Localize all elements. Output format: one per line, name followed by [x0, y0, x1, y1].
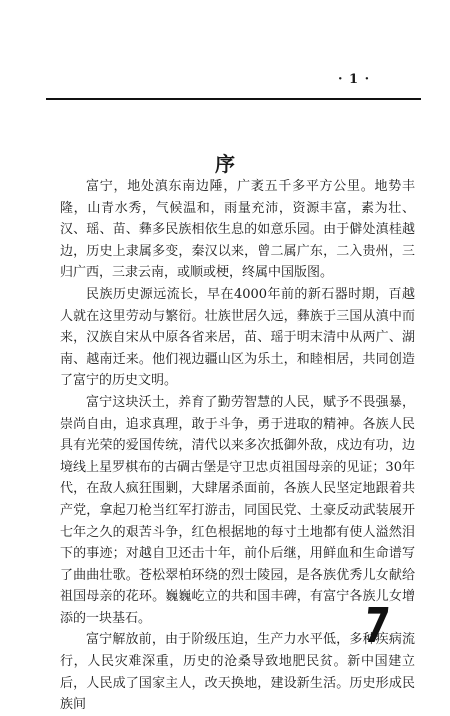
header-rule — [46, 98, 421, 100]
body-text — [60, 176, 415, 716]
paragraph: 民族历史源远流长，早在4000年前的新石器时期，百越人就在这里劳动与繁衍。壮族世居久远，彝族于三国从滇中而来，汉族自宋从中原各省来居，苗、瑶于明末清中从两广、湖南、越南迁来。他们视边疆山区为乐土，和睦相居，共同创造了富宁的历史文明。 — [60, 286, 415, 389]
paragraph: 富宁解放前，由于阶级压迫，生产力水平低，多种疾病流行，人民灾难深重，历史的沧桑导致地肥民贫。新中国建立后，人民成了国家主人，改天换地，建设新生活。历史形成民族间 — [60, 632, 415, 713]
page-number: · 1 · — [338, 72, 371, 87]
handwritten-page-mark: 7 — [361, 598, 393, 654]
paragraph: 富宁这块沃土，养育了勤劳智慧的人民，赋予不畏强暴，崇尚自由，追求真理，敢于斗争，勇于进取的精神。各族人民具有光荣的爱国传统，清代以来多次抵御外敌，戍边有功，边境线上星罗棋布的古碉古堡是守卫忠贞祖国母亲的见证；30年代，在敌人疯狂围剿，大肆屠杀面前，各族人民坚定地跟着共产党，拿起刀枪当红军打游击，同国民党、土豪反动武装展开七年之久的艰苦斗争，红色根据地的每寸土地都有使人溢然泪下的事迹；对越自卫还击十年，前仆后继，用鲜血和生命谱写了曲曲壮歌。苍松翠柏环绕的烈士陵园，是各族优秀儿女献给祖国母亲的花环。巍巍屹立的共和国丰碑，有富宁各族儿女增添的一块基石。 — [60, 394, 415, 626]
paragraph: 富宁，地处滇东南边陲，广袤五千多平方公里。地势丰隆，山青水秀，气候温和，雨量充沛，资源丰富，素为壮、汉、瑶、苗、彝多民族相依生息的如意乐园。由于僻处滇桂越边，历史上隶属多变，秦汉以来，曾二属广东，二入贵州，三归广西，三隶云南，或顺或梗，终属中国版图。 — [60, 179, 415, 281]
page-title: 序 — [215, 152, 235, 176]
